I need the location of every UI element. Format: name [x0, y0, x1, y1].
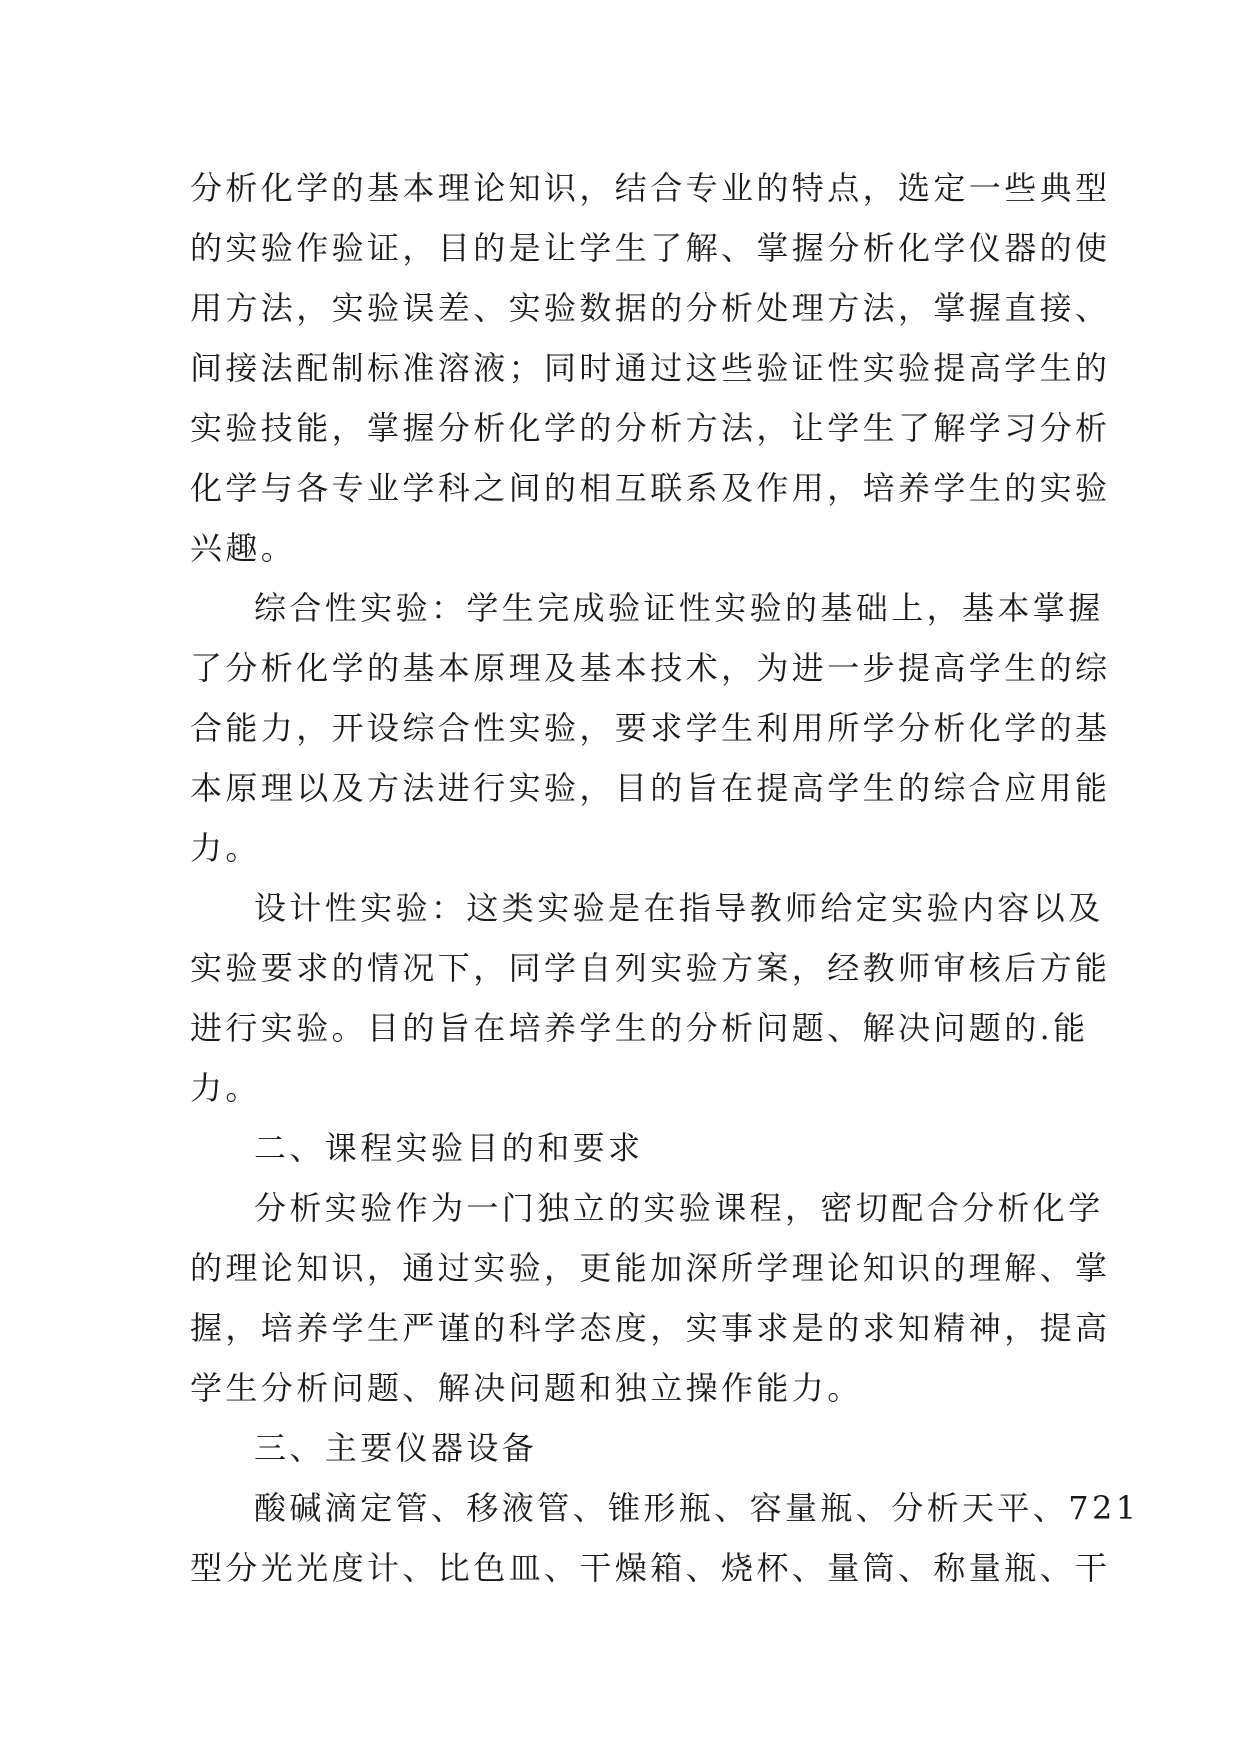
text-line: 的理论知识，通过实验，更能加深所学理论知识的理解、掌	[190, 1249, 1111, 1287]
text-line: 用方法，实验误差、实验数据的分析处理方法，掌握直接、	[190, 289, 1111, 327]
text-line: 学生分析问题、解决问题和独立操作能力。	[190, 1369, 863, 1407]
document-body	[190, 158, 1140, 1598]
paragraph-start-line: 设计性实验：这类实验是在指导教师给定实验内容以及	[254, 889, 1104, 927]
section-heading: 三、主要仪器设备	[254, 1429, 538, 1467]
text-line: 力。	[190, 829, 261, 867]
text-line: 兴趣。	[190, 529, 297, 567]
text-line: 进行实验。目的旨在培养学生的分析问题、解决问题的.能	[190, 1009, 1089, 1047]
text-line: 合能力，开设综合性实验，要求学生利用所学分析化学的基	[190, 709, 1111, 747]
text-line: 分析化学的基本理论知识，结合专业的特点，选定一些典型	[190, 169, 1111, 207]
text-line: 的实验作验证，目的是让学生了解、掌握分析化学仪器的使	[190, 229, 1111, 267]
text-line: 力。	[190, 1069, 261, 1107]
paragraph-start-line: 综合性实验：学生完成验证性实验的基础上，基本掌握	[254, 589, 1104, 627]
section-heading: 二、课程实验目的和要求	[254, 1129, 644, 1167]
text-line: 实验要求的情况下，同学自列实验方案，经教师审核后方能	[190, 949, 1111, 987]
paragraph-start-line: 分析实验作为一门独立的实验课程，密切配合分析化学	[254, 1189, 1104, 1227]
paragraph-start-line: 酸碱滴定管、移液管、锥形瓶、容量瓶、分析天平、721	[254, 1489, 1140, 1527]
text-line: 本原理以及方法进行实验，目的旨在提高学生的综合应用能	[190, 769, 1111, 807]
text-line: 握，培养学生严谨的科学态度，实事求是的求知精神，提高	[190, 1309, 1111, 1347]
text-line: 型分光光度计、比色皿、干燥箱、烧杯、量筒、称量瓶、干	[190, 1549, 1111, 1587]
text-line: 间接法配制标准溶液；同时通过这些验证性实验提高学生的	[190, 349, 1111, 387]
text-line: 实验技能，掌握分析化学的分析方法，让学生了解学习分析	[190, 409, 1111, 447]
text-line: 化学与各专业学科之间的相互联系及作用，培养学生的实验	[190, 469, 1111, 507]
text-line: 了分析化学的基本原理及基本技术，为进一步提高学生的综	[190, 649, 1111, 687]
